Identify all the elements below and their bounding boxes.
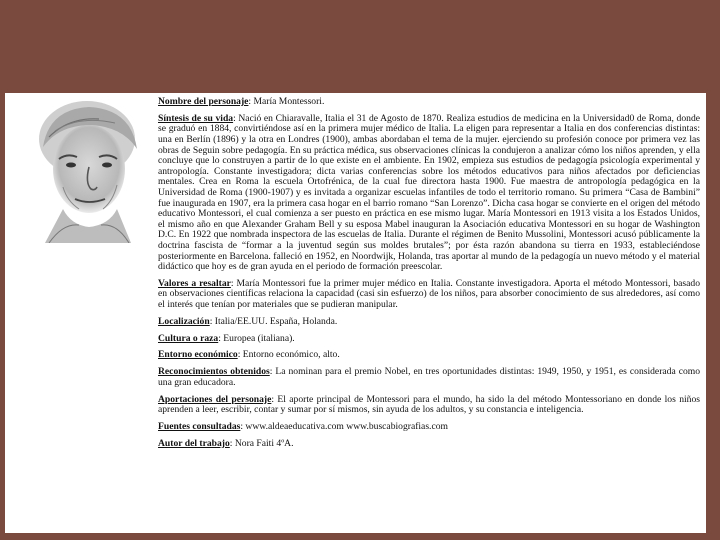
field-value: : María Montessori fue la primer mujer médico en Italia. Constante investigadora. Aporta el método Montessori, basado en observaciones científicas relaciona la capacidad (casi sin esfuerzo) de los niños, para absorber conocimiento de sus alrededores, así como el interés que tenían por materiales que se pudieran manipular. [158, 277, 700, 311]
field-value: : Entorno económico, alto. [237, 349, 340, 361]
field-label: Cultura o raza [158, 332, 219, 344]
content-panel [5, 93, 706, 533]
field-entorno [158, 350, 700, 361]
field-aportaciones [158, 395, 700, 416]
field-value: : El aporte principal de Montessori para el mundo, ha sido la del método Montessoriano en donde los niños aprenden a leer, escribir, contar y sumar por sí mismos, sin ayuda de los adultos, y su constancia e inteligencia. [158, 393, 700, 416]
field-autor [158, 439, 700, 450]
portrait-image [19, 97, 161, 243]
field-reconocimientos [158, 367, 700, 388]
field-cultura [158, 334, 700, 345]
field-label: Entorno económico [158, 349, 238, 361]
field-label: Nombre del personaje [158, 96, 249, 107]
field-value: : Italia/EE.UU. España, Holanda. [209, 315, 338, 327]
field-label: Localización [158, 315, 210, 327]
portrait-sketch-icon [19, 97, 161, 243]
field-sintesis [158, 114, 700, 273]
field-localizacion [158, 317, 700, 328]
field-label: Reconocimientos obtenidos [158, 366, 270, 378]
field-label: Valores a resaltar [158, 277, 231, 289]
field-value: : Nació en Chiaravalle, Italia el 31 de Agosto de 1870. Realiza estudios de medicina en la Universidad0 de Roma, donde se graduó en 1884, convirtiéndose así en la primera mujer médico de Italia. La eligen para representar a Italia en dos conferencias distintas: una en Berlín (1896) y la otra en Londres (1900), ambas abordaban el tema de la mujer. ejerciendo su profesión conoce por primera vez las obras de Seguin sobre pedagogía. En su práctica médica, sus observaciones clínicas la condujeron a analizar cómo los niños aprenden, y ella concluye que lo construyen a partir de lo que existe en el ambiente. En 1902, empieza sus estudios de pedagogía psicología experimental y antropología. Constante investigadora; dicta varias conferencias sobre los métodos educativos para niños afectados por deficiencias mentales. Crea en Roma la escuela Ortofrénica, de la cual fue directora hasta 1900. Fue maestra de antropología pedagógica en la Universidad de Roma (1900-1907) y es invitada a organizar escuelas infantiles de todo el territorio romano. Su primera “Casa de Bambini” fue inaugurada en 1907, era la primera casa hogar en el barrio romano “San Lorenzo”. Dicha casa hogar se convierte en el origen del método educativo Montessori, el cual comienza a ser puesto en práctica en ese mismo lugar. María Montessori en 1913 visita a los Estados Unidos, el mismo año en que Alexander Graham Bell y su esposa Mabel inauguran la Asociación educativa Montessori en su hogar de Washington D.C. En 1922 que nombrada inspectora de las escuelas de Italia. Durante el régimen de Benito Mussolini, Montessori acusó públicamente la doctrina fascista de “formar a la juventud según sus moldes brutales”; por ésta razón abandona su tierra en 1933, estableciéndose posteriormente en Barcelona. falleció en 1952, en Noordwijk, Holanda, tras aportar al mundo de la pedagogía un nuevo método y el material didáctico que hoy es de gran ayuda en el periodo de formación preescolar. [158, 112, 700, 273]
field-valores [158, 279, 700, 311]
field-fuentes [158, 422, 700, 433]
field-value: : María Montessori. [248, 96, 325, 107]
field-value: : Europea (italiana). [218, 332, 295, 344]
field-value: : La nominan para el premio Nobel, en tres oportunidades distintas: 1949, 1950, y 1951, es considerada como una gran educadora. [158, 366, 701, 388]
field-label: Síntesis de su vida [158, 112, 234, 124]
field-value: : Nora Faiti 4ºA. [229, 437, 294, 449]
field-label: Fuentes consultadas [158, 420, 241, 432]
field-nombre [158, 97, 700, 108]
field-label: Aportaciones del personaje [158, 393, 272, 405]
field-label: Autor del trabajo [158, 437, 230, 449]
field-value: : www.aldeaeducativa.com www.buscabiografias.com [240, 420, 448, 432]
biography-text [158, 97, 700, 456]
